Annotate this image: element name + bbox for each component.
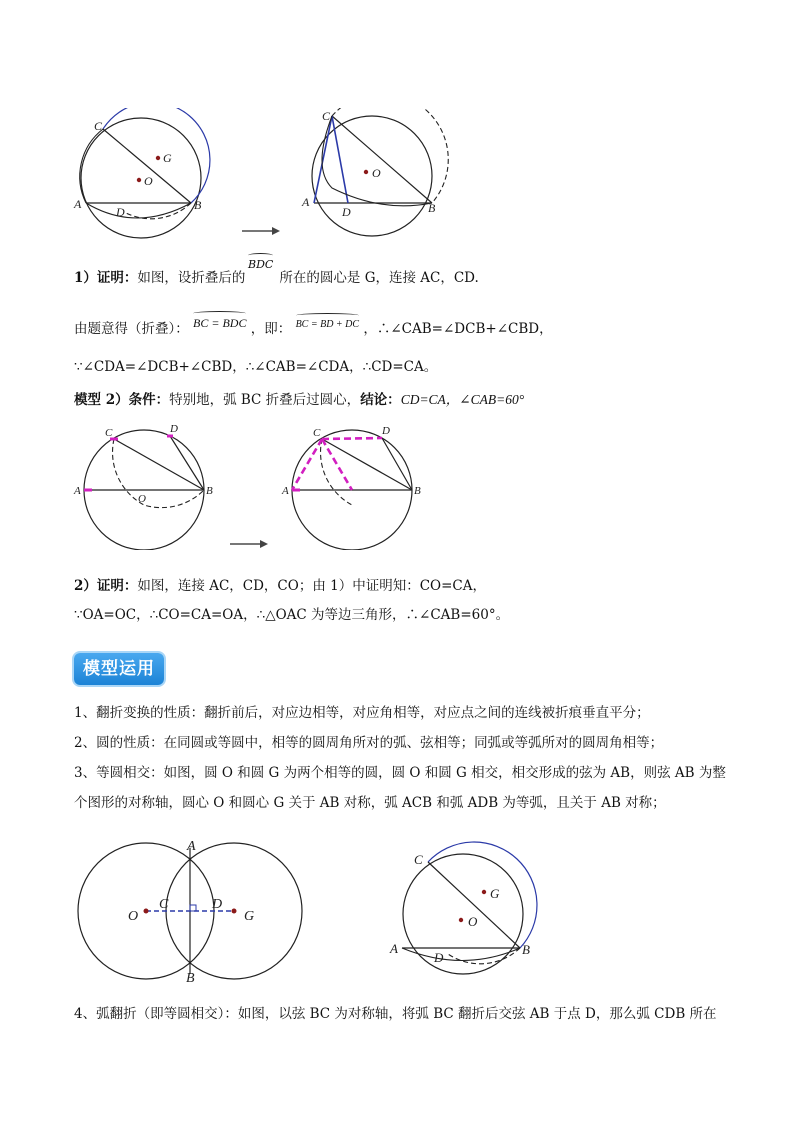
label-b: B [206, 485, 213, 497]
proof1-line3: ∵∠CDA=∠DCB+∠CBD，∴∠CAB=∠CDA，∴CD=CA。 [74, 359, 438, 375]
label-d: D [116, 205, 125, 219]
figure-equilateral [280, 420, 430, 550]
label-c: C [414, 852, 423, 867]
label-b: B [186, 971, 195, 986]
proof1-line1: 1）证明：如图，设折叠后的 所在的圆心是 G，连接 AC，CD. [74, 270, 479, 286]
item-1: 1、翻折变换的性质：翻折前后，对应边相等，对应角相等，对应点之间的连线被折痕垂直平分； [74, 705, 650, 721]
label-d: D [382, 425, 390, 437]
item-4: 4、弧翻折（即等圆相交）：如图，以弦 BC 为对称轴，将弧 BC 翻折后交弦 AB 于点 D，那么弧 CDB 所在 [74, 1006, 717, 1022]
item-3-line1: 3、等圆相交：如图，圆 O 和圆 G 为两个相等的圆，圆 O 和圆 G 相交，相交形成的弦为 AB，则弦 AB 为整 [74, 765, 726, 781]
proof2-line1: 2）证明：如图，连接 AC，CD，CO；由 1）中证明知：CO=CA， [74, 578, 486, 594]
label-a: A [390, 941, 398, 956]
label-c: C [159, 897, 169, 912]
label-a: A [282, 485, 289, 497]
label-d: D [212, 897, 223, 912]
item-3-line2: 个图形的对称轴，圆心 O 和圆心 G 关于 AB 对称，弧 ACB 和弧 ADB 为等弧，且关于 AB 对称； [74, 795, 666, 811]
label-g: G [163, 151, 172, 165]
label-a: A [187, 839, 196, 854]
label-o: O [372, 166, 381, 180]
label-b: B [522, 942, 530, 957]
label-d: D [434, 950, 444, 965]
figure-equal-circles [70, 836, 320, 986]
label-a: A [74, 197, 82, 211]
figure-special-fold [72, 420, 222, 550]
label-a: A [74, 485, 81, 497]
arrow-icon [228, 539, 268, 549]
figure-fold-circle-g-2 [388, 838, 548, 978]
model2-line: 模型 2）条件：特别地，弧 BC 折叠后过圆心，结论：CD=CA，∠CAB=60° [74, 392, 525, 408]
proof2-line2: ∵OA=OC，∴CO=CA=OA，∴△OAC 为等边三角形，∴∠CAB=60°。 [74, 607, 510, 623]
item-2: 2、圆的性质：在同圆或等圆中，相等的圆周角所对的弧、弦相等；同弧或等弧所对的圆周角相等； [74, 735, 664, 751]
section-title-badge: 模型运用 [74, 653, 164, 685]
label-c: C [94, 119, 103, 133]
label-b: B [414, 485, 421, 497]
label-g: G [490, 886, 500, 901]
label-c: C [105, 427, 113, 439]
label-o: O [128, 909, 139, 924]
label-d: D [342, 205, 351, 219]
label-b: B [194, 198, 202, 212]
label-g: G [244, 909, 255, 924]
label-c: C [313, 427, 321, 439]
label-c: C [322, 109, 331, 123]
arrow-icon [240, 226, 280, 236]
label-o: O [144, 174, 153, 188]
label-d: D [170, 423, 178, 435]
figure-fold-triangle [292, 108, 452, 248]
label-o: O [138, 493, 146, 505]
proof1-line2: 由题意得（折叠）： BC = BDC ，即： BC = BD + DC ，∴∠CAB=∠DCB+∠CBD， [74, 316, 553, 337]
label-o: O [468, 914, 478, 929]
figure-fold-circle-g [66, 108, 226, 248]
label-b: B [428, 201, 436, 215]
label-a: A [302, 195, 310, 209]
arc-label-bdc: BDC [248, 256, 273, 274]
